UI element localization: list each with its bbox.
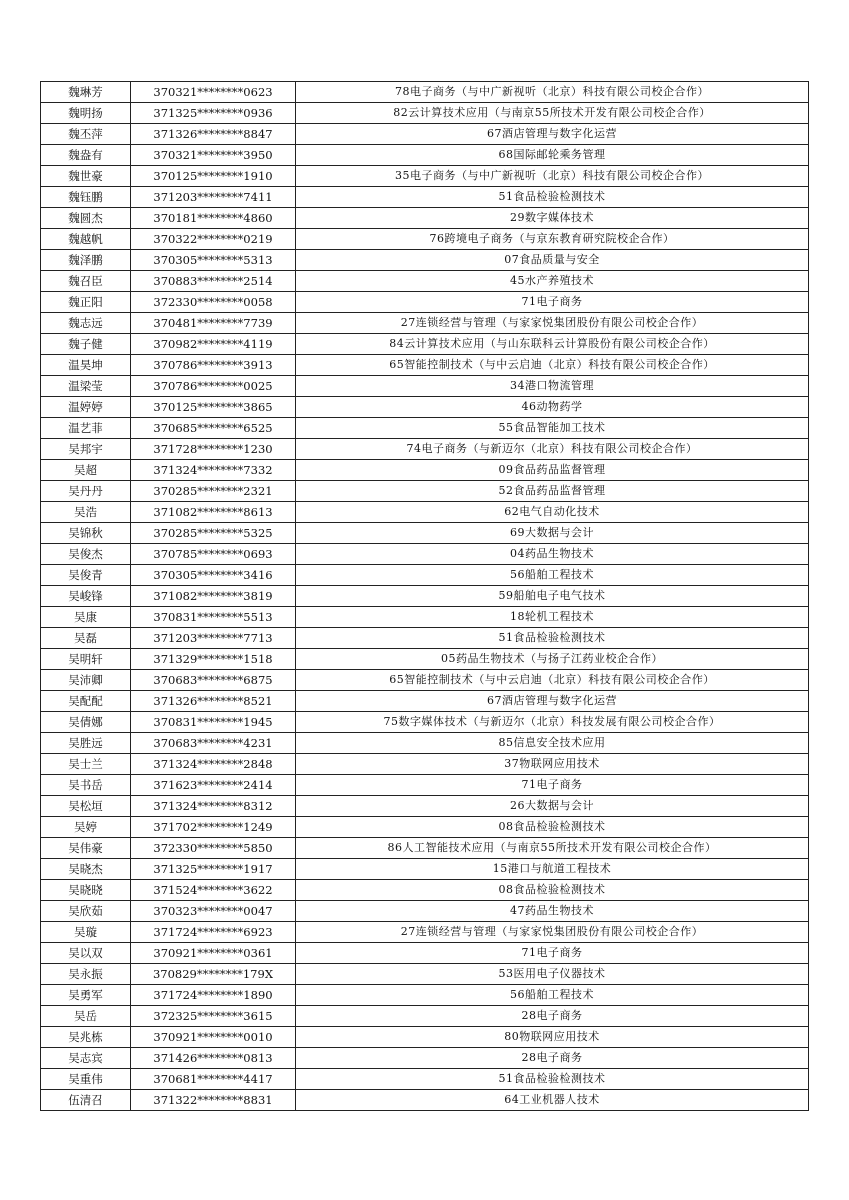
student-name-cell: 魏世豪 xyxy=(41,166,131,187)
table-row xyxy=(41,943,809,964)
major-cell: 35电子商务（与中广新视听（北京）科技有限公司校企合作） xyxy=(296,166,809,187)
id-number-cell: 370786********0025 xyxy=(131,376,296,397)
major-cell: 45水产养殖技术 xyxy=(296,271,809,292)
student-name-cell: 吴勇军 xyxy=(41,985,131,1006)
major-cell: 59船舶电子电气技术 xyxy=(296,586,809,607)
table-row xyxy=(41,775,809,796)
major-cell: 85信息安全技术应用 xyxy=(296,733,809,754)
table-row xyxy=(41,838,809,859)
major-cell: 53医用电子仪器技术 xyxy=(296,964,809,985)
id-number-cell: 370982********4119 xyxy=(131,334,296,355)
table-row xyxy=(41,670,809,691)
table-row xyxy=(41,1048,809,1069)
id-number-cell: 371203********7713 xyxy=(131,628,296,649)
major-cell: 28电子商务 xyxy=(296,1006,809,1027)
id-number-cell: 370321********3950 xyxy=(131,145,296,166)
table-row xyxy=(41,166,809,187)
student-name-cell: 魏琳芳 xyxy=(41,82,131,103)
table-row xyxy=(41,754,809,775)
major-cell: 05药品生物技术（与扬子江药业校企合作） xyxy=(296,649,809,670)
table-row xyxy=(41,208,809,229)
admission-list-body xyxy=(41,82,809,1111)
student-name-cell: 吴峻锋 xyxy=(41,586,131,607)
student-name-cell: 魏丕萍 xyxy=(41,124,131,145)
major-cell: 27连锁经营与管理（与家家悦集团股份有限公司校企合作） xyxy=(296,922,809,943)
id-number-cell: 371329********1518 xyxy=(131,649,296,670)
id-number-cell: 370125********1910 xyxy=(131,166,296,187)
student-name-cell: 魏越帆 xyxy=(41,229,131,250)
table-row xyxy=(41,418,809,439)
student-name-cell: 魏子健 xyxy=(41,334,131,355)
student-name-cell: 吴配配 xyxy=(41,691,131,712)
major-cell: 08食品检验检测技术 xyxy=(296,817,809,838)
id-number-cell: 370305********3416 xyxy=(131,565,296,586)
student-name-cell: 吴倩娜 xyxy=(41,712,131,733)
table-row xyxy=(41,859,809,880)
table-row xyxy=(41,1069,809,1090)
student-name-cell: 魏明扬 xyxy=(41,103,131,124)
id-number-cell: 371324********2848 xyxy=(131,754,296,775)
major-cell: 37物联网应用技术 xyxy=(296,754,809,775)
id-number-cell: 370829********179X xyxy=(131,964,296,985)
major-cell: 75数字媒体技术（与新迈尔（北京）科技发展有限公司校企合作） xyxy=(296,712,809,733)
major-cell: 64工业机器人技术 xyxy=(296,1090,809,1111)
major-cell: 80物联网应用技术 xyxy=(296,1027,809,1048)
table-row xyxy=(41,292,809,313)
student-name-cell: 吴磊 xyxy=(41,628,131,649)
student-name-cell: 温昊坤 xyxy=(41,355,131,376)
table-row xyxy=(41,460,809,481)
id-number-cell: 370831********1945 xyxy=(131,712,296,733)
major-cell: 51食品检验检测技术 xyxy=(296,187,809,208)
student-name-cell: 吴婷 xyxy=(41,817,131,838)
student-name-cell: 魏志远 xyxy=(41,313,131,334)
id-number-cell: 372325********3615 xyxy=(131,1006,296,1027)
table-row xyxy=(41,1027,809,1048)
major-cell: 71电子商务 xyxy=(296,943,809,964)
table-row xyxy=(41,502,809,523)
major-cell: 68国际邮轮乘务管理 xyxy=(296,145,809,166)
table-row xyxy=(41,565,809,586)
id-number-cell: 370181********4860 xyxy=(131,208,296,229)
id-number-cell: 370322********0219 xyxy=(131,229,296,250)
student-name-cell: 吴以双 xyxy=(41,943,131,964)
major-cell: 29数字媒体技术 xyxy=(296,208,809,229)
student-name-cell: 吴晓杰 xyxy=(41,859,131,880)
id-number-cell: 370685********6525 xyxy=(131,418,296,439)
student-name-cell: 吴浩 xyxy=(41,502,131,523)
id-number-cell: 370285********2321 xyxy=(131,481,296,502)
id-number-cell: 371702********1249 xyxy=(131,817,296,838)
id-number-cell: 371203********7411 xyxy=(131,187,296,208)
student-name-cell: 魏正阳 xyxy=(41,292,131,313)
id-number-cell: 371325********0936 xyxy=(131,103,296,124)
student-name-cell: 温婷婷 xyxy=(41,397,131,418)
major-cell: 86人工智能技术应用（与南京55所技术开发有限公司校企合作） xyxy=(296,838,809,859)
table-row xyxy=(41,481,809,502)
table-row xyxy=(41,1090,809,1111)
id-number-cell: 371326********8521 xyxy=(131,691,296,712)
id-number-cell: 370683********6875 xyxy=(131,670,296,691)
major-cell: 67酒店管理与数字化运营 xyxy=(296,124,809,145)
id-number-cell: 371325********1917 xyxy=(131,859,296,880)
major-cell: 18轮机工程技术 xyxy=(296,607,809,628)
id-number-cell: 370321********0623 xyxy=(131,82,296,103)
id-number-cell: 370125********3865 xyxy=(131,397,296,418)
major-cell: 51食品检验检测技术 xyxy=(296,628,809,649)
table-row xyxy=(41,355,809,376)
student-name-cell: 温艺菲 xyxy=(41,418,131,439)
table-row xyxy=(41,103,809,124)
table-row xyxy=(41,82,809,103)
table-row xyxy=(41,649,809,670)
id-number-cell: 371324********8312 xyxy=(131,796,296,817)
table-row xyxy=(41,964,809,985)
table-row xyxy=(41,250,809,271)
id-number-cell: 370785********0693 xyxy=(131,544,296,565)
table-row xyxy=(41,985,809,1006)
student-name-cell: 吴俊杰 xyxy=(41,544,131,565)
id-number-cell: 371082********8613 xyxy=(131,502,296,523)
student-name-cell: 吴锦秋 xyxy=(41,523,131,544)
table-row xyxy=(41,901,809,922)
table-row xyxy=(41,1006,809,1027)
major-cell: 34港口物流管理 xyxy=(296,376,809,397)
student-name-cell: 吴伟豪 xyxy=(41,838,131,859)
id-number-cell: 371524********3622 xyxy=(131,880,296,901)
major-cell: 78电子商务（与中广新视听（北京）科技有限公司校企合作） xyxy=(296,82,809,103)
major-cell: 84云计算技术应用（与山东联科云计算股份有限公司校企合作） xyxy=(296,334,809,355)
student-name-cell: 吴璇 xyxy=(41,922,131,943)
major-cell: 08食品检验检测技术 xyxy=(296,880,809,901)
major-cell: 55食品智能加工技术 xyxy=(296,418,809,439)
id-number-cell: 371322********8831 xyxy=(131,1090,296,1111)
table-row xyxy=(41,523,809,544)
major-cell: 26大数据与会计 xyxy=(296,796,809,817)
student-name-cell: 吴胜远 xyxy=(41,733,131,754)
major-cell: 56船舶工程技术 xyxy=(296,985,809,1006)
table-row xyxy=(41,313,809,334)
student-name-cell: 温梁莹 xyxy=(41,376,131,397)
student-name-cell: 吴晓晓 xyxy=(41,880,131,901)
major-cell: 28电子商务 xyxy=(296,1048,809,1069)
student-name-cell: 吴永振 xyxy=(41,964,131,985)
major-cell: 69大数据与会计 xyxy=(296,523,809,544)
major-cell: 76跨境电子商务（与京东教育研究院校企合作） xyxy=(296,229,809,250)
id-number-cell: 371623********2414 xyxy=(131,775,296,796)
student-name-cell: 吴超 xyxy=(41,460,131,481)
id-number-cell: 371728********1230 xyxy=(131,439,296,460)
table-row xyxy=(41,880,809,901)
major-cell: 09食品药品监督管理 xyxy=(296,460,809,481)
student-name-cell: 吴丹丹 xyxy=(41,481,131,502)
major-cell: 74电子商务（与新迈尔（北京）科技有限公司校企合作） xyxy=(296,439,809,460)
table-row xyxy=(41,733,809,754)
table-row xyxy=(41,628,809,649)
table-row xyxy=(41,124,809,145)
table-row xyxy=(41,817,809,838)
student-name-cell: 伍清召 xyxy=(41,1090,131,1111)
id-number-cell: 371724********1890 xyxy=(131,985,296,1006)
id-number-cell: 372330********5850 xyxy=(131,838,296,859)
id-number-cell: 371724********6923 xyxy=(131,922,296,943)
major-cell: 07食品质量与安全 xyxy=(296,250,809,271)
student-name-cell: 吴邦宇 xyxy=(41,439,131,460)
id-number-cell: 371082********3819 xyxy=(131,586,296,607)
table-row xyxy=(41,145,809,166)
table-row xyxy=(41,922,809,943)
major-cell: 04药品生物技术 xyxy=(296,544,809,565)
student-name-cell: 吴沛卿 xyxy=(41,670,131,691)
major-cell: 65智能控制技术（与中云启迪（北京）科技有限公司校企合作） xyxy=(296,670,809,691)
table-row xyxy=(41,544,809,565)
table-row xyxy=(41,439,809,460)
student-name-cell: 吴欣茹 xyxy=(41,901,131,922)
id-number-cell: 370683********4231 xyxy=(131,733,296,754)
major-cell: 47药品生物技术 xyxy=(296,901,809,922)
id-number-cell: 370481********7739 xyxy=(131,313,296,334)
student-name-cell: 吴岳 xyxy=(41,1006,131,1027)
major-cell: 27连锁经营与管理（与家家悦集团股份有限公司校企合作） xyxy=(296,313,809,334)
major-cell: 71电子商务 xyxy=(296,775,809,796)
table-row xyxy=(41,376,809,397)
table-row xyxy=(41,712,809,733)
table-row xyxy=(41,796,809,817)
major-cell: 65智能控制技术（与中云启迪（北京）科技有限公司校企合作） xyxy=(296,355,809,376)
id-number-cell: 371324********7332 xyxy=(131,460,296,481)
id-number-cell: 370285********5325 xyxy=(131,523,296,544)
student-name-cell: 魏召臣 xyxy=(41,271,131,292)
id-number-cell: 370921********0010 xyxy=(131,1027,296,1048)
major-cell: 52食品药品监督管理 xyxy=(296,481,809,502)
major-cell: 67酒店管理与数字化运营 xyxy=(296,691,809,712)
id-number-cell: 370323********0047 xyxy=(131,901,296,922)
id-number-cell: 371426********0813 xyxy=(131,1048,296,1069)
student-name-cell: 吴明轩 xyxy=(41,649,131,670)
student-name-cell: 魏盎有 xyxy=(41,145,131,166)
student-name-cell: 魏圆杰 xyxy=(41,208,131,229)
table-row xyxy=(41,586,809,607)
table-row xyxy=(41,187,809,208)
table-row xyxy=(41,397,809,418)
id-number-cell: 370305********5313 xyxy=(131,250,296,271)
student-name-cell: 魏钰鹏 xyxy=(41,187,131,208)
student-name-cell: 吴志宾 xyxy=(41,1048,131,1069)
id-number-cell: 370786********3913 xyxy=(131,355,296,376)
major-cell: 62电气自动化技术 xyxy=(296,502,809,523)
table-row xyxy=(41,229,809,250)
student-name-cell: 吴重伟 xyxy=(41,1069,131,1090)
student-name-cell: 吴兆栋 xyxy=(41,1027,131,1048)
major-cell: 51食品检验检测技术 xyxy=(296,1069,809,1090)
table-row xyxy=(41,691,809,712)
major-cell: 46动物药学 xyxy=(296,397,809,418)
student-name-cell: 吴书岳 xyxy=(41,775,131,796)
major-cell: 56船舶工程技术 xyxy=(296,565,809,586)
id-number-cell: 372330********0058 xyxy=(131,292,296,313)
admission-list-table xyxy=(40,81,809,1111)
id-number-cell: 370831********5513 xyxy=(131,607,296,628)
id-number-cell: 371326********8847 xyxy=(131,124,296,145)
id-number-cell: 370883********2514 xyxy=(131,271,296,292)
table-row xyxy=(41,607,809,628)
student-name-cell: 吴俊青 xyxy=(41,565,131,586)
major-cell: 82云计算技术应用（与南京55所技术开发有限公司校企合作） xyxy=(296,103,809,124)
table-row xyxy=(41,271,809,292)
id-number-cell: 370921********0361 xyxy=(131,943,296,964)
student-name-cell: 魏泽鹏 xyxy=(41,250,131,271)
major-cell: 15港口与航道工程技术 xyxy=(296,859,809,880)
table-row xyxy=(41,334,809,355)
student-name-cell: 吴康 xyxy=(41,607,131,628)
student-name-cell: 吴士兰 xyxy=(41,754,131,775)
major-cell: 71电子商务 xyxy=(296,292,809,313)
id-number-cell: 370681********4417 xyxy=(131,1069,296,1090)
student-name-cell: 吴松垣 xyxy=(41,796,131,817)
